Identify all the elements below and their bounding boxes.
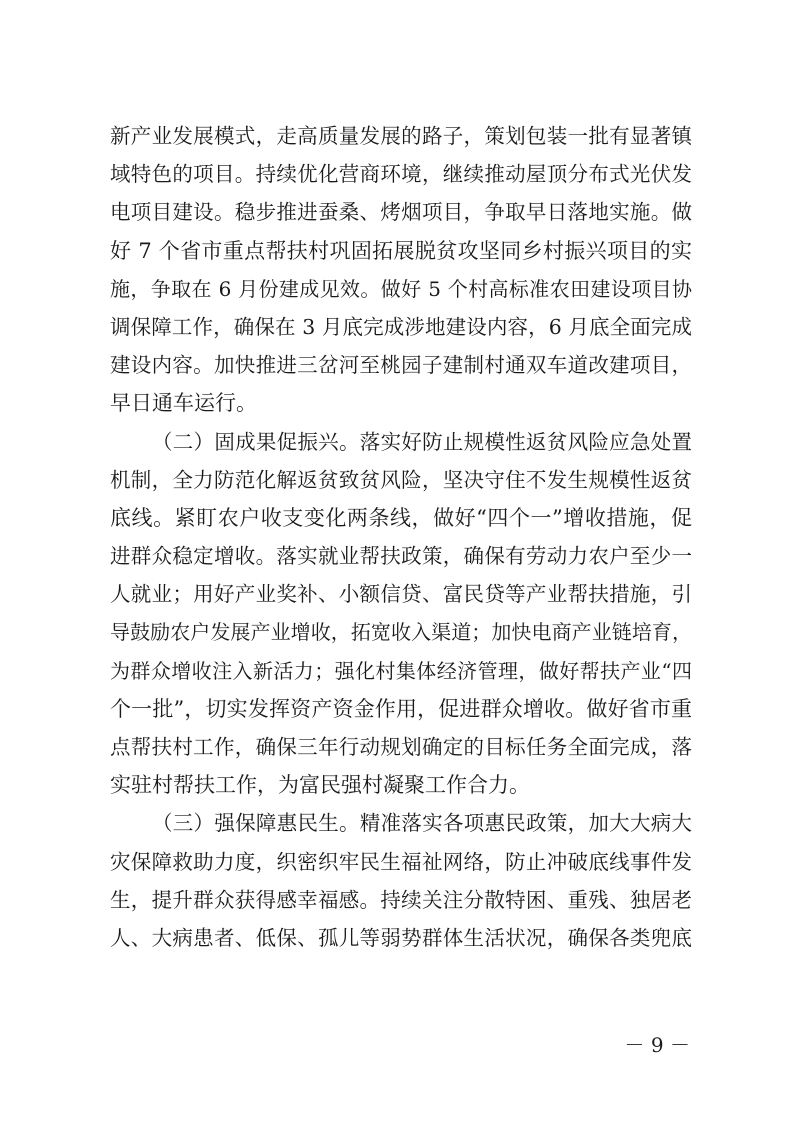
text-line: 机制，全力防范化解返贫致贫风险，坚决守住不发生规模性返贫 [110, 467, 692, 492]
text-line: 建设内容。加快推进三岔河至桃园子建制村通双车道改建项目， [110, 353, 692, 378]
text-line: 好 7 个省市重点帮扶村巩固拓展脱贫攻坚同乡村振兴项目的实 [110, 238, 692, 263]
text-line: 底线。紧盯农户收支变化两条线，做好“四个一”增收措施，促 [110, 505, 692, 530]
text-line: 调保障工作，确保在 3 月底完成涉地建设内容，6 月底全面完成 [110, 314, 692, 339]
text-line: 个一批”，切实发挥资产资金作用，促进群众增收。做好省市重 [110, 696, 692, 721]
page-number: － 9 － [624, 1033, 690, 1057]
text-line: 导鼓励农户发展产业增收，拓宽收入渠道；加快电商产业链培育， [110, 620, 692, 645]
text-line: 人、大病患者、低保、孤儿等弱势群体生活状况，确保各类兜底 [110, 925, 692, 950]
text-line: 实驻村帮扶工作，为富民强村凝聚工作合力。 [110, 773, 530, 798]
text-line: 为群众增收注入新活力；强化村集体经济管理，做好帮扶产业“四 [110, 658, 692, 683]
text-line: 生，提升群众获得感幸福感。持续关注分散特困、重残、独居老 [110, 887, 692, 912]
text-line: 施，争取在 6 月份建成见效。做好 5 个村高标准农田建设项目协 [110, 276, 692, 301]
text-line: 进群众稳定增收。落实就业帮扶政策，确保有劳动力农户至少一 [110, 544, 692, 569]
text-line: 点帮扶村工作，确保三年行动规划确定的目标任务全面完成，落 [110, 735, 692, 759]
text-line: 早日通车运行。 [110, 391, 257, 416]
text-line: 人就业；用好产业奖补、小额信贷、富民贷等产业帮扶措施，引 [110, 582, 692, 607]
paragraph-heading-line: （三）强保障惠民生。精准落实各项惠民政策，加大大病大 [152, 811, 692, 836]
text-line: 域特色的项目。持续优化营商环境，继续推动屋顶分布式光伏发 [110, 162, 692, 187]
text-line: 新产业发展模式，走高质量发展的路子，策划包装一批有显著镇 [110, 124, 692, 148]
body-text [110, 117, 692, 957]
text-line: 灾保障救助力度，织密织牢民生福祉网络，防止冲破底线事件发 [110, 849, 692, 874]
text-line: 电项目建设。稳步推进蚕桑、烤烟项目，争取早日落地实施。做 [110, 200, 692, 225]
paragraph-heading-line: （二）固成果促振兴。落实好防止规模性返贫风险应急处置 [152, 429, 692, 454]
